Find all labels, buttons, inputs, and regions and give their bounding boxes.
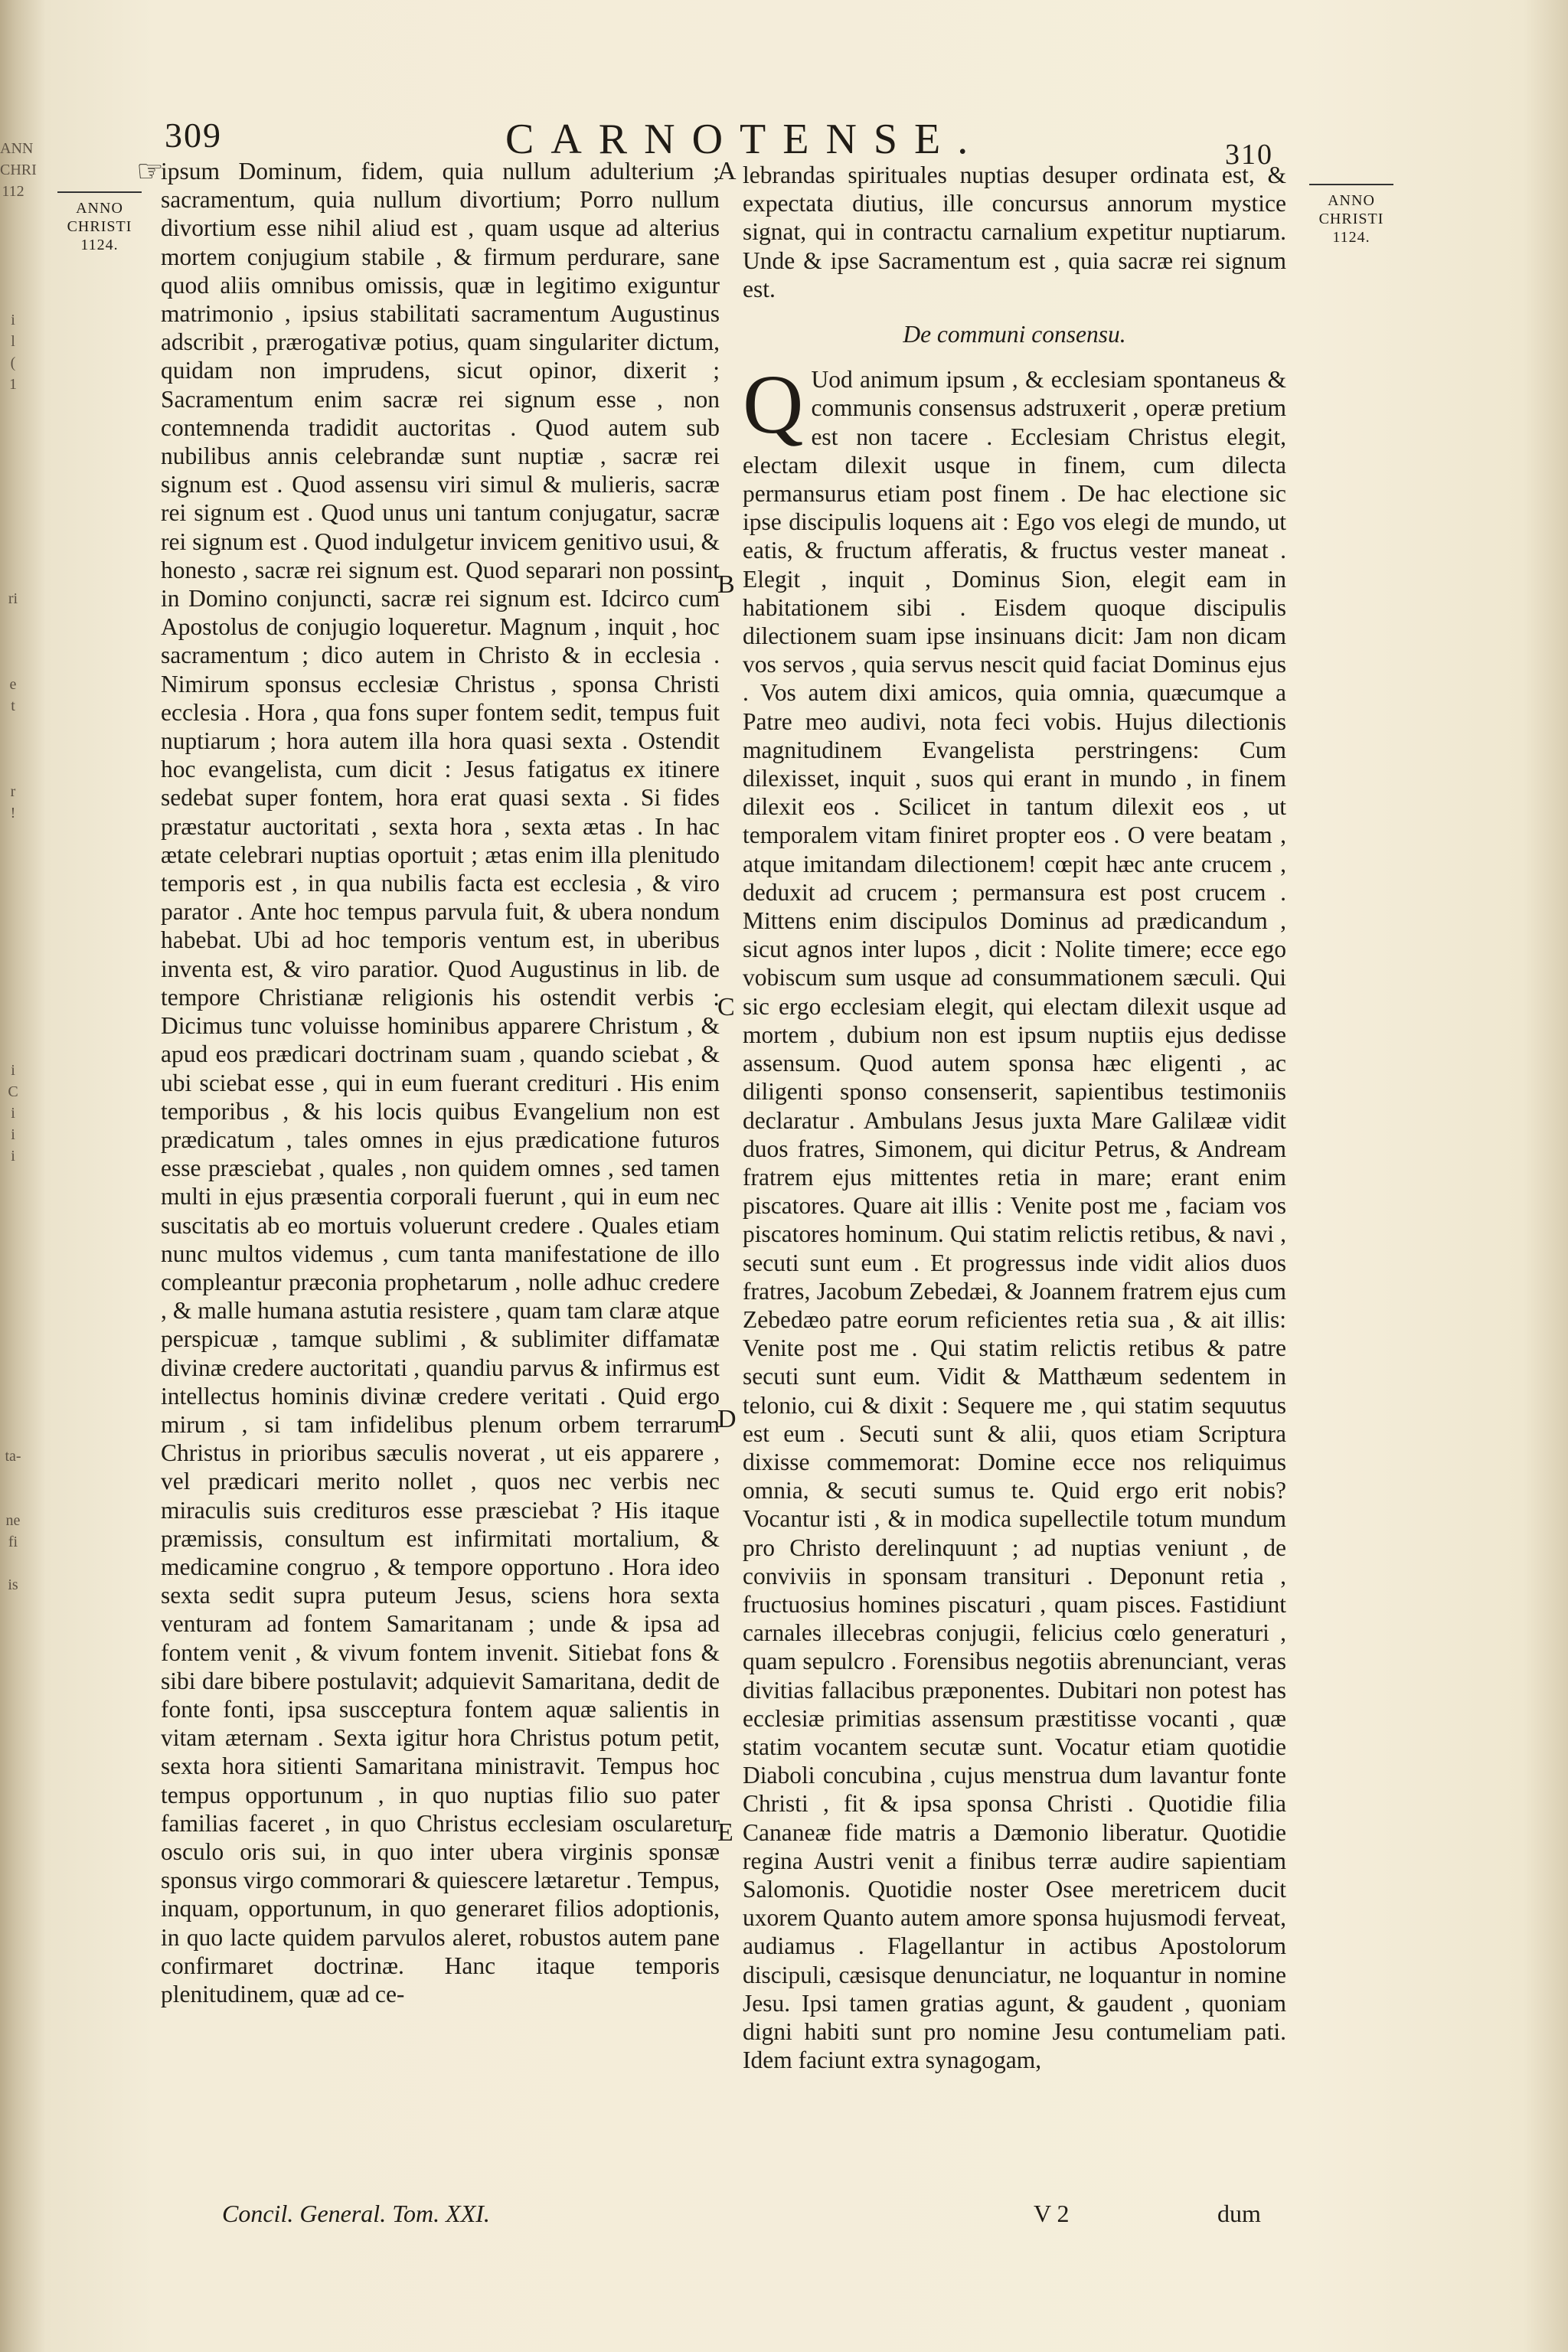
edge-fragment <box>0 995 26 1017</box>
edge-fragment <box>0 1338 26 1360</box>
edge-fragment: fi <box>8 1534 18 1550</box>
catchword: dum <box>1217 2200 1261 2227</box>
edge-fragment: t <box>11 697 15 714</box>
section-mark-c: C <box>717 993 735 1021</box>
edge-fragment <box>0 202 26 224</box>
edge-fragment: ta- <box>5 1448 21 1465</box>
edge-fragment <box>0 652 26 674</box>
edge-fragment <box>0 1467 26 1488</box>
edge-fragment <box>0 438 26 459</box>
section-title: De communi consensu. <box>903 321 1126 348</box>
edge-fragment: r <box>10 783 16 800</box>
edge-fragment <box>0 1253 26 1274</box>
edge-fragment <box>0 288 26 309</box>
edge-fragment: l <box>11 333 15 350</box>
edge-fragment <box>0 567 26 588</box>
edge-fragment: ri <box>8 590 18 607</box>
edge-fragment <box>0 1295 26 1317</box>
page-number-left: 309 <box>165 116 222 155</box>
edge-fragment <box>0 910 26 931</box>
edge-fragment <box>0 1274 26 1295</box>
edge-fragment <box>0 1231 26 1253</box>
edge-fragment <box>0 395 26 416</box>
edge-fragment <box>0 266 26 288</box>
edge-fragment: i <box>11 1062 15 1079</box>
edge-fragment <box>0 824 26 845</box>
year-label: 1124. <box>80 237 119 253</box>
edge-fragment: is <box>8 1576 18 1593</box>
edge-fragment <box>0 760 26 781</box>
edge-fragment <box>0 738 26 760</box>
edge-fragment <box>0 524 26 545</box>
section-mark-a: A <box>717 157 737 185</box>
section-mark-e: E <box>717 1818 733 1847</box>
right-column <box>743 161 1286 2074</box>
pointing-hand-icon: ☞ <box>136 154 164 188</box>
edge-fragment: i <box>11 1148 15 1165</box>
edge-fragment <box>0 1038 26 1060</box>
margin-year-right <box>1294 184 1409 247</box>
edge-fragment <box>0 609 26 631</box>
margin-year-left <box>46 191 153 254</box>
body-text: Uod animum ipsum , & ecclesiam spontaneus & communis consensus adstruxerit , operæ pretium est non tacere . Ecclesiam Christus elegit, electam dilexit usque in finem, cum dilecta permansurus etiam post finem . De hac electione sic ipse discipulis loquens ait : Ego vos elegi de mundo, ut eatis, & fructum afferatis, & fructus vester maneat . Elegit , inquit , Dominus Sion, elegit eam in habitationem sibi . Eisdem quoque discipulis dilectionem suam ipse insinuans dicit: Jam non dicam vos servos , quia servus nescit quid faciat Dominus ejus . Vos autem dixi amicos, quia omnia, quæcumque a Patre meo audivi, nota feci vobis. Hujus dilectionis magnitudinem Evangelista perstringens: Cum dilexisset, inquit , suos qui erant in mundo , in finem dilexit eos . Scilicet in tantum dilexit eos , ut temporalem vitam finiret propter eos . O vere beatam , atque imitandam dilectionem! cœpit hæc ante crucem , deduxit ad crucem ; permansura est post crucem . Mittens enim discipulos Dominus ad prædicandum , sicut agnos inter lupos , dicit : Nolite timere; ecce ego vobiscum sum usque ad consummationem sæculi. Qui sic ergo ecclesiam elegit, qui electam dilexit usque ad mortem , dubium non est ipsum nuptiis ejus dedisse assensum. Quod autem sponsa hæc eligenti , ac diligenti sponso consenserit, sapientibus testimoniis declaratur . Ambulans Jesus juxta Mare Galilææ vidit duos fratres, Simonem, qui dicitur Petrus, & Andream fratrem ejus mittentes retia in mare; erant enim piscatores. Quare ait illis : Venite post me , faciam vos piscatores hominum. Qui statim relictis retibus, & navi , secuti sunt eum . Et progressus inde vidit alios duos fratres, Jacobum Zebedæi, & Joannem fratrem ejus cum Zebedæo patre eorum reficientes retia sua , & ait illis: Venite post me . Qui statim relictis retibus & patre secuti sunt eum. Vidit & Matthæum sedentem in telonio, cui & dixit : Sequere me , qui statim sequutus est eum . Secuti sunt & alii, quos etiam Scriptura dixisse commemorat: Domine ecce nos reliquimus omnia, & secuti sumus te. Quid ergo erit nobis? Vocantur isti , & in modica supellectile totum mundum pro Christo derelinquunt ; ad nuptias veniunt , de conviviis in sponsam transituri . Deponunt retia , fructuosius homines piscaturi , quam pisces. Fastidiunt carnales illecebras conjugii, felicius cœlo generaturi , quam sepulcro . Forensibus negotiis abrenunciant, veras divitias fallacibus præponentes. Dubitari non potest has ecclesiæ primitias assensum præstitisse vocanti , quæ statim vocantem secutæ sunt. Vocatur etiam quotidie Diaboli concubina , cujus menstrua dum lavantur fonte Christi , fit & ipsa sponsa Christi . Quotidie filia Cananeæ fide matris a Dæmonio liberatur. Quotidie regina Austri venit a finibus terræ audire sapientiam Salomonis. Quotidie noster Osee meretricem ducit uxorem Quanto autem amore sponsa hujusmodi ferveat, audiamus . Flagellantur in actibus Apostolorum discipuli, cæsisque denunciatur, ne loquantur in nomine Jesu. Ipsi tamen gratias agunt, & gaudent , quoniam digni habiti sunt pro nomine Jesu contumeliam pati. Idem faciunt extra synagogam, <box>743 366 1286 2074</box>
edge-fragment <box>0 867 26 888</box>
edge-fragment <box>0 1188 26 1210</box>
edge-fragment <box>0 974 26 995</box>
edge-fragment <box>0 888 26 910</box>
edge-fragment <box>0 1553 26 1574</box>
anno-label: ANNO <box>1328 192 1375 209</box>
edge-fragment: i <box>11 312 15 328</box>
edge-fragment <box>0 717 26 738</box>
edge-fragment <box>0 1381 26 1403</box>
anno-label: ANNO <box>76 200 123 217</box>
edge-fragment <box>0 502 26 524</box>
edge-fragment <box>0 1167 26 1188</box>
facing-page-edge <box>0 138 37 1596</box>
edge-fragment: 112 <box>2 183 24 200</box>
edge-fragment: 1 <box>9 376 17 393</box>
edge-fragment: e <box>9 676 17 693</box>
section-mark-d: D <box>717 1405 737 1433</box>
edge-fragment <box>0 952 26 974</box>
footer-citation: Concil. General. Tom. XXI. <box>222 2200 490 2227</box>
edge-fragment <box>0 845 26 867</box>
left-column <box>161 157 720 2008</box>
running-title: CARNOTENSE. <box>505 116 985 163</box>
edge-fragment: ! <box>10 805 16 822</box>
edge-fragment <box>0 481 26 502</box>
edge-fragment: ( <box>10 354 16 371</box>
edge-fragment <box>0 1403 26 1424</box>
edge-fragment <box>0 1360 26 1381</box>
left-column-text: ipsum Dominum, fidem, quia nullum adulterium ; sacramentum, quia nullum divortium; Porro nullum divortium esse nihil aliud est , quam usque ad alterius mortem conjugium stabile , & firmum perdurare, sane quod aliis omnibus omissis, quæ in legitimo exiguntur matrimonio , ipsius stabilitati sacramentum Augustinus adscribit , prærogativæ potius, quam singulariter dictum, quidam non imprudens, sicut opinor, dixerit ; Sacramentum enim sacræ rei signum esse , non contemnenda tradidit auctoritas . Quod autem sub nubilibus annis celebrandæ sunt nuptiæ , sacræ rei signum est . Quod assensu viri simul & mulieris, sacræ rei signum est . Quod unus uni tantum conjugatur, sacræ rei signum est . Quod indulgetur invicem genitivo usui, & honesto , sacræ rei signum est. Quod separari non possint in Domino conjuncti, sacræ rei signum est. Idcirco cum Apostolus de conjugio loqueretur. Magnum , inquit , hoc sacramentum ; dico autem in Christo & in ecclesia . Nimirum sponsus ecclesiæ Christus , sponsa Christi ecclesia . Hora , qua fons super fontem sedit, tempus fuit nuptiarum ; hora autem illa hora quasi sexta . Ostendit hoc evangelista, cum dicit : Jesus fatigatus ex itinere sedebat super fontem, hora erat quasi sexta . Si fides præstatur auctoritati , sexta hora , sexta ætas . In hac ætate celebrari nuptias oportuit ; ætas enim illa plenitudo temporis est , in qua nubilis facta est ecclesia , & viro parator . Ante hoc tempus parvula fuit, & ubera nondum habebat. Ubi ad hoc temporis ventum est, in uberibus inventa est, & viro paratior. Quod Augustinus in lib. de tempore Christianæ religionis his ostendit verbis : Dicimus tunc voluisse hominibus apparere Christum , & apud eos prædicari doctrinam suam , quando sciebat , & ubi sciebat esse , qui in eum fuerant credituri . His enim temporibus , & his locis quibus Evangelium non est prædicatum , tales omnes in ejus prædicatione futuros esse præsciebat , quales , non quidem omnes , sed tamen multi in ejus præsentia corporali fuerunt , qui in eum nec suscitatis ab eo mortuis voluerunt credere . Quales etiam nunc multos videmus , cum tanta manifestatione de illo compleantur præconia prophetarum , nolle adhuc credere , & malle humana astutia resistere , quam tam claræ atque perspicuæ , tamque sublimi , & sublimiter diffamatæ divinæ credere auctoritati , quandiu parvus & infirmus est intellectus hominis divinæ credere veritati . Quid ergo mirum , si tam infidelibus plenum orbem terrarum Christus in prioribus sæculis noverat , ut eis apparere , vel prædicari merito nollet , quos nec verbis nec miraculis suis credituros esse præsciebat ? His itaque præmissis, consultum est infirmitati mortalium, & medicamine congruo , & tempore opportuno . Hora ideo sexta sedit supra puteum Jesus, sciens hora sexta venturam ad fontem Samaritanam ; unde & ipsa ad fontem venit , & vivum fontem invenit. Sitiebat fons & sibi dare bibere postulavit; adquievit Samaritana, dedit de fonte fonti, ipsa suscceptura fontem aquæ salientis in vitam æternam . Sexta igitur hora Christus potum petit, sexta hora sitienti Samaritana ministravit. Tempus hoc tempus opportunum , in quo nuptias filio suo pater familias faceret , in quo Christus ecclesiam oscularetur osculo oris sui, in quo inter ubera virginis sponsæ sponsus virgo commorari & quiescere lætaretur . Tempus, inquam, opportunum, in quo generaret filios adoptionis, in quo lacte quidem parvulos aleret, robustos autem pane confirmaret doctrinæ. Hanc itaque temporis plenitudinem, quæ ad ce- <box>161 158 720 2007</box>
right-column-body <box>743 358 1286 2074</box>
christi-label: CHRISTI <box>67 218 132 235</box>
edge-fragment <box>0 1210 26 1231</box>
edge-fragment: CHRI <box>0 162 37 178</box>
edge-fragment <box>0 224 26 245</box>
edge-fragment <box>0 1424 26 1446</box>
edge-fragment <box>0 1488 26 1510</box>
edge-fragment: i <box>11 1105 15 1122</box>
margin-rule <box>1309 184 1393 185</box>
edge-fragment: i <box>11 1126 15 1143</box>
right-column-opening: lebrandas spirituales nuptias desuper ordinata est, & expectata diutius, ille concursus annorum mystice signat, qui in contractu carnalium expetitur nuptiarum. Unde & ipse Sacramentum est , quia sacræ rei signum est. <box>743 162 1286 302</box>
edge-fragment: C <box>8 1083 18 1100</box>
edge-fragment <box>0 459 26 481</box>
section-mark-b: B <box>717 570 735 599</box>
edge-fragment <box>0 1317 26 1338</box>
year-label: 1124. <box>1332 229 1370 246</box>
edge-fragment <box>0 631 26 652</box>
edge-fragment <box>0 245 26 266</box>
page-number-right: 310 <box>1225 139 1273 171</box>
edge-fragment <box>0 1017 26 1038</box>
christi-label: CHRISTI <box>1318 211 1384 227</box>
margin-rule <box>57 191 142 193</box>
edge-fragment <box>0 545 26 567</box>
edge-fragment: ANN <box>0 140 34 157</box>
drop-cap: Q <box>743 358 804 452</box>
edge-fragment <box>0 416 26 438</box>
signature-mark: V 2 <box>1034 2200 1070 2227</box>
edge-fragment: ne <box>5 1512 21 1529</box>
edge-fragment <box>0 931 26 952</box>
